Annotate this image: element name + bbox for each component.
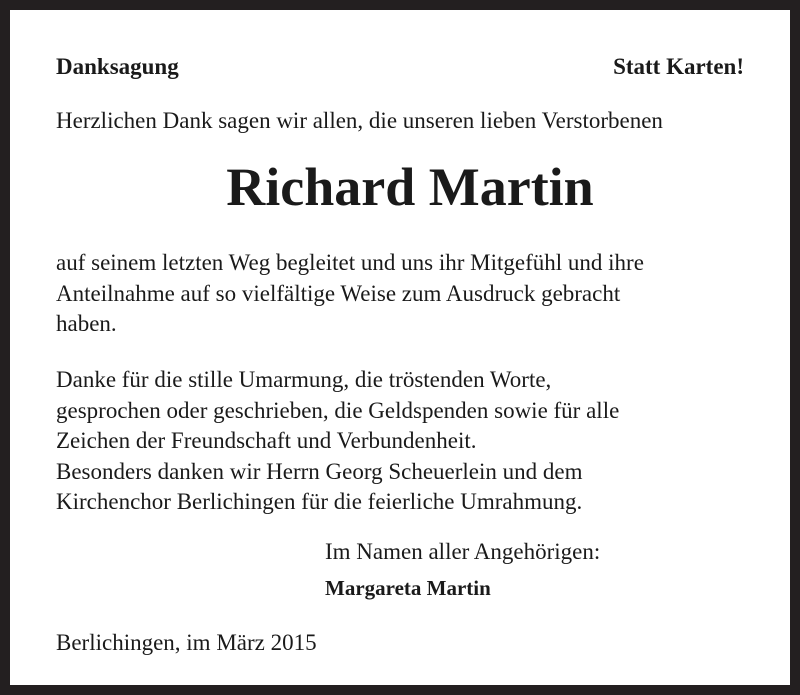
thanks-paragraph-1: [56, 248, 644, 340]
place-date: Berlichingen, im März 2015: [56, 630, 317, 655]
notice-type-heading: Danksagung: [56, 54, 179, 79]
paragraph-line: haben.: [56, 311, 117, 336]
paragraph-line: Anteilnahme auf so vielfältige Weise zum Ausdruck gebracht: [56, 280, 621, 306]
intro-line: Herzlichen Dank sagen wir allen, die unseren lieben Verstorbenen: [56, 108, 663, 133]
paragraph-line: auf seinem letzten Weg begleitet und uns ihr Mitgefühl und ihre: [56, 250, 644, 275]
signature-name: Margareta Martin: [325, 576, 491, 600]
paragraph-line: Kirchenchor Berlichingen für die feierliche Umrahmung.: [56, 489, 583, 514]
paragraph-line: Besonders danken wir Herrn Georg Scheuerlein und dem: [56, 458, 583, 484]
signature-label: Im Namen aller Angehörigen:: [325, 539, 601, 564]
paragraph-line: Zeichen der Freundschaft und Verbundenheit.: [56, 428, 477, 453]
thanks-paragraph-2: [56, 365, 619, 518]
deceased-name: Richard Martin: [226, 157, 594, 217]
paragraph-line: gesprochen oder geschrieben, die Geldspenden sowie für alle: [56, 397, 620, 423]
paragraph-line: Danke für die stille Umarmung, die tröstenden Worte,: [56, 367, 552, 392]
statt-karten-heading: Statt Karten!: [613, 54, 744, 79]
